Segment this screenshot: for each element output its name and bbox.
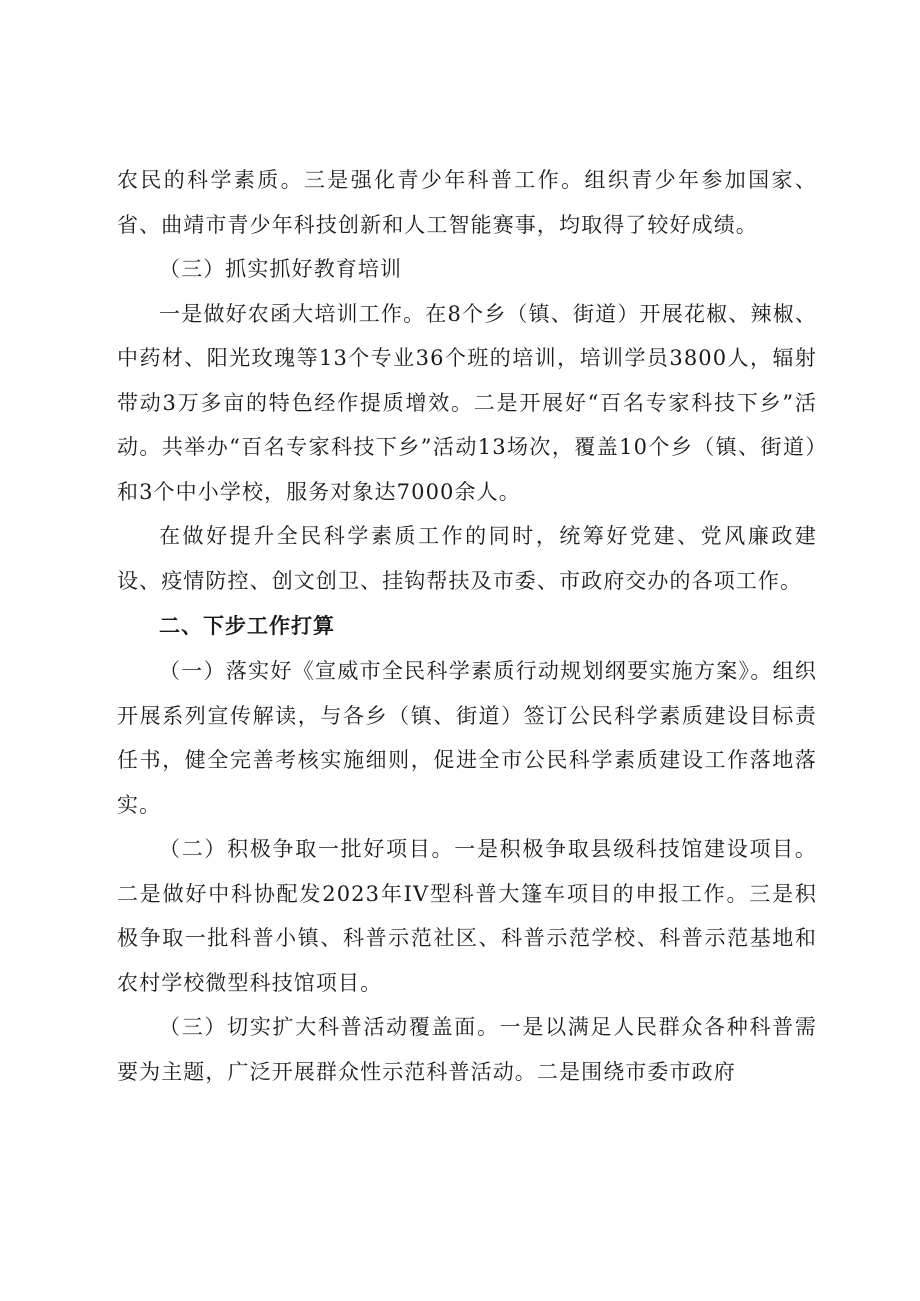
paragraph-next-step-2: （二）积极争取一批好项目。一是积极争取县级科技馆建设项目。二是做好中科协配发2023年IV型科普大篷车项目的申报工作。三是积极争取一批科普小镇、科普示范社区、科普示范学校、科普示范基地和农村学校微型科技馆项目。 — [117, 837, 817, 995]
paragraph-training-work: 一是做好农函大培训工作。在8个乡（镇、街道）开展花椒、辣椒、中药材、阳光玫瑰等13个专业36个班的培训，培训学员3800人，辐射带动3万多亩的特色经作提质增效。二是开展好“百名专家科技下乡”活动。共举办“百名专家科技下乡”活动13场次，覆盖10个乡（镇、街道）和3个中小学校，服务对象达7000余人。 — [117, 301, 817, 504]
paragraph-other-work: 在做好提升全民科学素质工作的同时，统筹好党建、党风廉政建设、疫情防控、创文创卫、挂钩帮扶及市委、市政府交办的各项工作。 — [117, 524, 817, 593]
document-body — [117, 158, 817, 1094]
section-heading-next-steps: 二、下步工作打算 — [159, 614, 335, 638]
paragraph-next-step-1: （一）落实好《宣威市全民科学素质行动规划纲要实施方案》。组织开展系列宣传解读，与各乡（镇、街道）签订公民科学素质建设目标责任书，健全完善考核实施细则，促进全市公民科学素质建设工作落地落实。 — [117, 659, 817, 817]
paragraph-continuation: 农民的科学素质。三是强化青少年科普工作。组织青少年参加国家、省、曲靖市青少年科技创新和人工智能赛事，均取得了较好成绩。 — [117, 168, 817, 237]
subsection-title-education-training: （三）抓实抓好教育培训 — [159, 257, 403, 281]
paragraph-next-step-3: （三）切实扩大科普活动覆盖面。一是以满足人民群众各种科普需要为主题，广泛开展群众性示范科普活动。二是围绕市委市政府 — [117, 1015, 817, 1084]
